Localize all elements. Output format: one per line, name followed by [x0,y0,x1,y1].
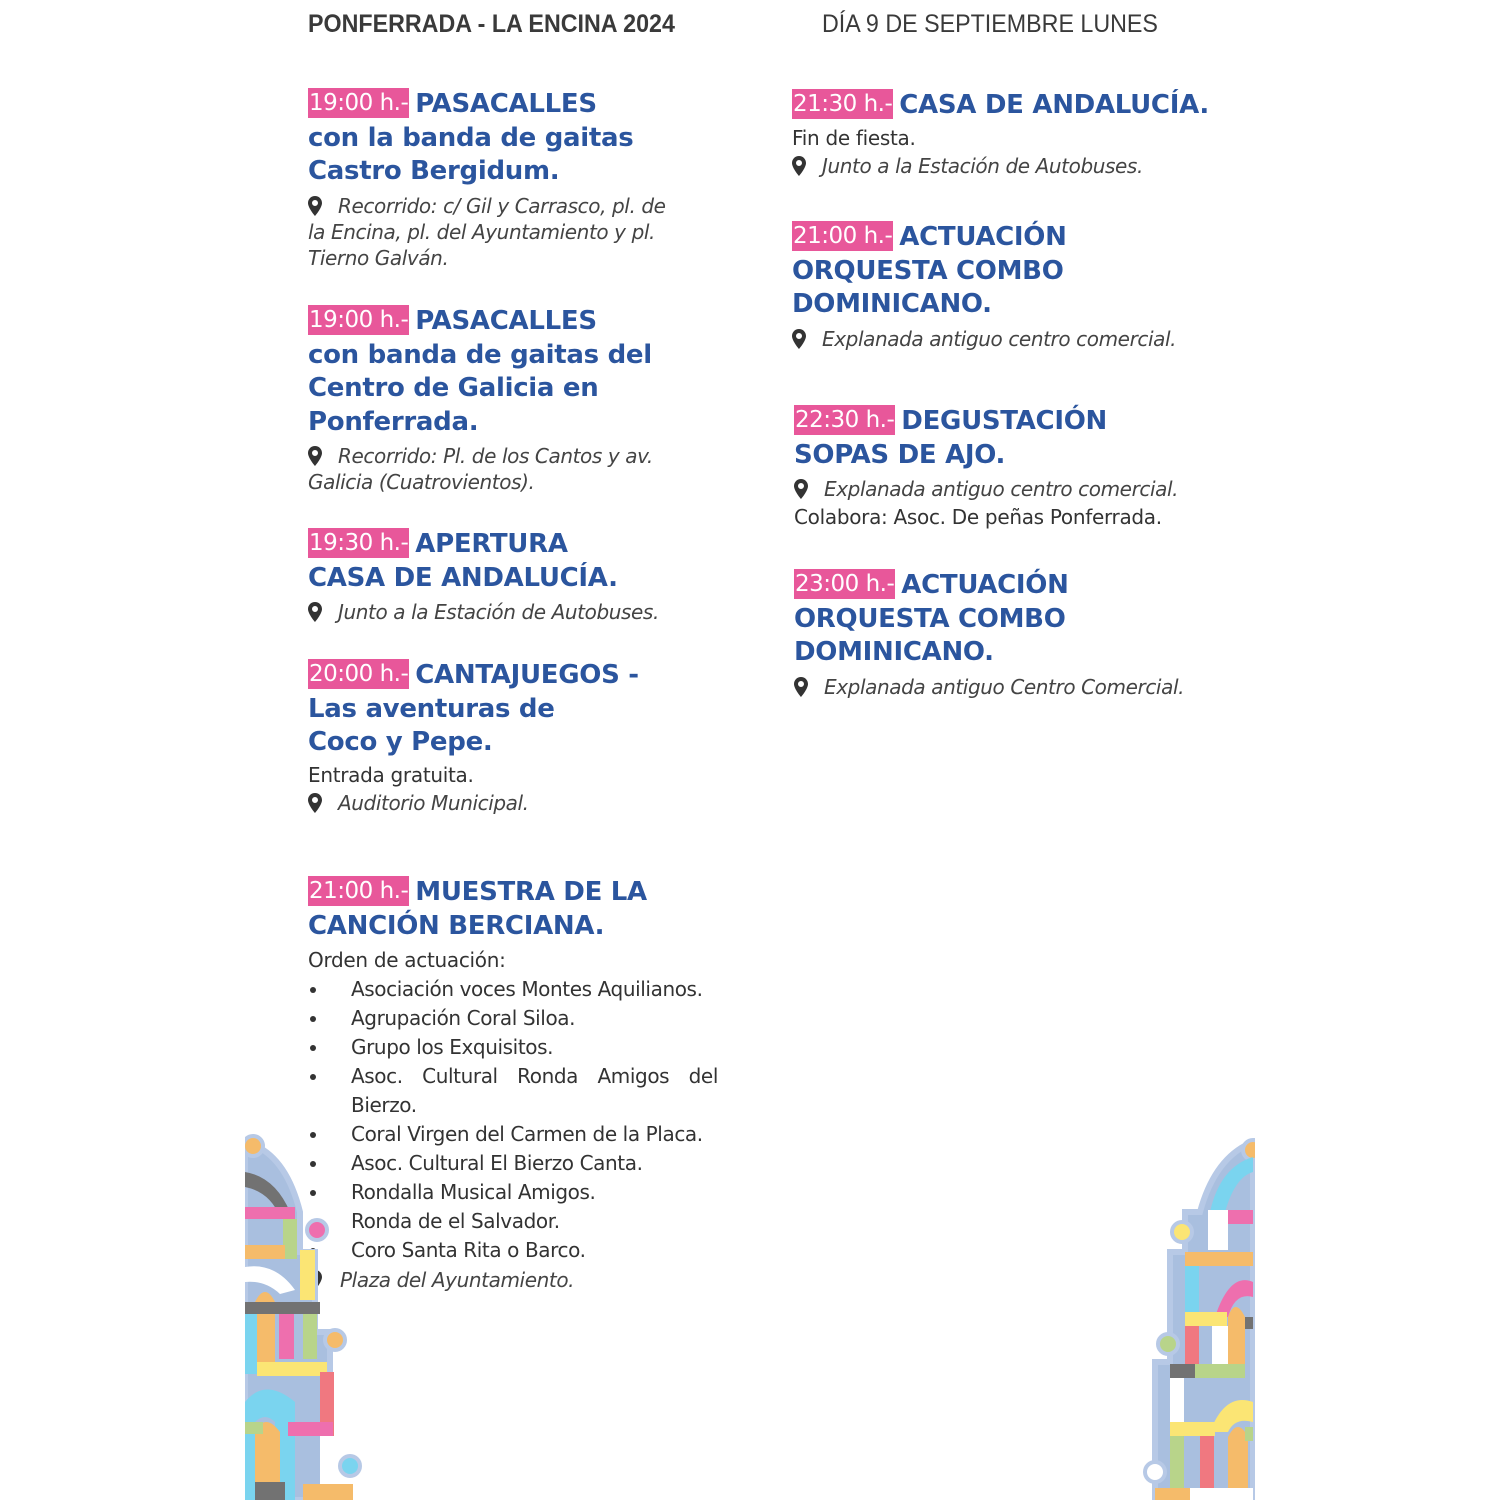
event-title: MUESTRA DE LA [415,877,647,907]
event-title: SOPAS DE AJO. [794,439,1006,470]
event-location: Auditorio Municipal. [308,790,718,816]
time-badge: 19:00 h.- [309,307,409,333]
event-title: con banda de gaitas del [308,339,652,370]
event-title: CASA DE ANDALUCÍA. [899,90,1209,120]
event-title: Ponferrada. [308,406,479,437]
event-title: CANCIÓN BERCIANA. [308,910,605,941]
location-pin-icon [792,329,806,349]
event-pasacalles-castro-bergidum [308,88,718,271]
event-title: Coco y Pepe. [308,727,493,757]
list-item: Ronda de el Salvador. [308,1207,718,1236]
list-item: Grupo los Exquisitos. [308,1033,718,1062]
decorative-building-left-icon [245,1132,365,1500]
event-title: CASA DE ANDALUCÍA. [308,562,618,593]
list-item: Coral Virgen del Carmen de la Placa. [308,1120,718,1149]
event-location: Explanada antiguo centro comercial. [794,476,1214,502]
event-location: Explanada antiguo Centro Comercial. [794,674,1214,700]
event-title: Centro de Galicia en [308,373,599,403]
list-item: Asociación voces Montes Aquilianos. [308,975,718,1004]
event-title: PASACALLES [415,89,597,119]
time-badge: 21:00 h.- [309,878,409,904]
event-title: ORQUESTA COMBO [792,255,1064,286]
location-pin-icon [794,479,808,499]
event-note: Entrada gratuita. [308,762,474,787]
event-title: DOMINICANO. [792,289,992,319]
location-pin-icon [794,677,808,697]
event-title: DEGUSTACIÓN [901,406,1107,436]
event-note: Orden de actuación: [308,948,506,972]
header-date: DÍA 9 DE SEPTIEMBRE LUNES [822,10,1158,38]
event-title: DOMINICANO. [794,637,994,667]
list-item: Coro Santa Rita o Barco. [308,1236,718,1265]
time-badge: 19:00 h.- [309,90,409,116]
location-pin-icon [308,602,322,622]
event-apertura-casa-andalucia [308,528,718,625]
event-collaborator: Colabora: Asoc. De peñas Ponferrada. [794,505,1162,529]
location-pin-icon [308,446,322,466]
event-note: Fin de fiesta. [792,125,916,150]
list-item: Asoc. Cultural Ronda Amigos del Bierzo. [308,1062,718,1120]
header-title: PONFERRADA - LA ENCINA 2024 [308,10,675,38]
time-badge: 20:00 h.- [309,661,409,687]
time-badge: 23:00 h.- [795,571,895,597]
event-actuacion-orquesta-2300 [794,569,1214,700]
event-muestra-cancion-berciana [308,876,718,1293]
time-badge: 22:30 h.- [795,407,895,433]
event-location: Recorrido: Pl. de los Cantos y av. Galicia (Cuatrovientos). [308,444,653,494]
location-pin-icon [792,156,806,176]
event-title: ACTUACIÓN [899,222,1067,252]
list-item: Agrupación Coral Siloa. [308,1004,718,1033]
time-badge: 19:30 h.- [309,530,409,556]
event-casa-andalucia-fin-fiesta [792,89,1212,179]
list-item: Rondalla Musical Amigos. [308,1178,718,1207]
event-title: Las aventuras de [308,693,555,724]
location-pin-icon [308,196,322,216]
performer-list [308,975,718,1265]
event-title: con la banda de gaitas [308,122,634,153]
event-title: CANTAJUEGOS - [415,660,639,690]
event-title: ACTUACIÓN [901,570,1069,600]
time-badge: 21:30 h.- [793,91,893,117]
event-cantajuegos [308,659,718,816]
time-badge: 21:00 h.- [793,223,893,249]
location-pin-icon [308,793,322,813]
event-title: Castro Bergidum. [308,156,560,186]
event-pasacalles-centro-galicia [308,305,718,495]
event-location: Junto a la Estación de Autobuses. [308,599,718,625]
event-location: Explanada antiguo centro comercial. [792,326,1212,352]
event-location: Plaza del Ayuntamiento. [308,1267,718,1293]
decorative-building-right-icon [1140,1132,1255,1500]
event-title: PASACALLES [415,306,597,336]
list-item: Asoc. Cultural El Bierzo Canta. [308,1149,718,1178]
event-title: APERTURA [415,529,568,559]
event-actuacion-orquesta-2100 [792,221,1212,352]
event-title: ORQUESTA COMBO [794,603,1066,634]
event-location: Recorrido: c/ Gil y Carrasco, pl. de la Encina, pl. del Ayuntamiento y pl. Tierno Galván. [308,193,666,270]
event-degustacion-sopas-ajo [794,405,1214,532]
event-location: Junto a la Estación de Autobuses. [792,153,1212,179]
